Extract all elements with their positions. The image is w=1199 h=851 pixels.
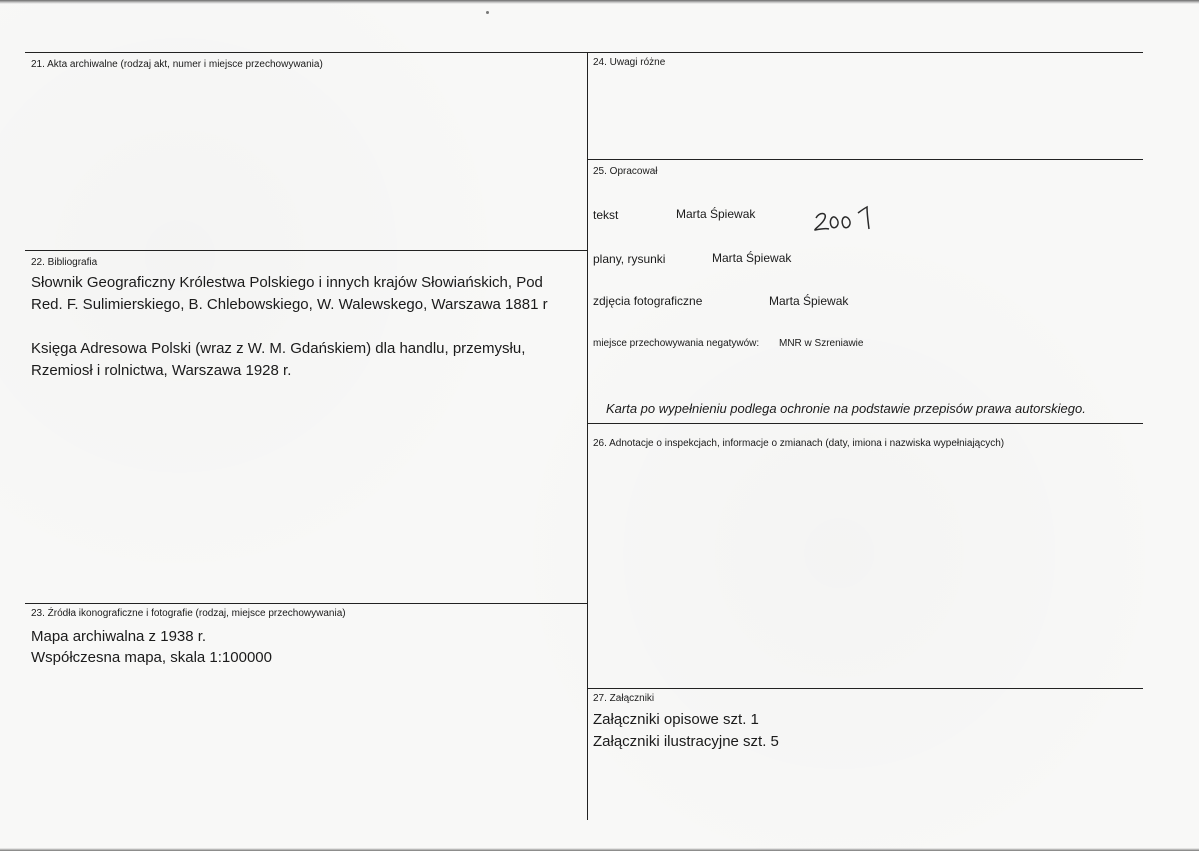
prepared-plans-value: Marta Śpiewak bbox=[712, 251, 792, 265]
attachments-line-2: Załączniki ilustracyjne szt. 5 bbox=[593, 733, 779, 750]
field-27-label: 27. Załączniki bbox=[593, 693, 655, 704]
iconographic-source-line-2: Współczesna mapa, skala 1:100000 bbox=[31, 649, 272, 666]
iconographic-source-line-1: Mapa archiwalna z 1938 r. bbox=[31, 628, 207, 645]
prepared-photos-value: Marta Śpiewak bbox=[769, 294, 849, 308]
prepared-plans-label: plany, rysunki bbox=[593, 252, 666, 266]
copyright-note: Karta po wypełnieniu podlega ochronie na podstawie przepisów prawa autorskiego. bbox=[606, 401, 1086, 416]
field-23-label: 23. Źródła ikonograficzne i fotografie (rodzaj, miejsce przechowywania) bbox=[31, 608, 346, 619]
prepared-text-label: tekst bbox=[593, 208, 619, 222]
rule-field-27 bbox=[588, 688, 1143, 689]
rule-field-23 bbox=[25, 603, 587, 604]
negatives-storage-value: MNR w Szreniawie bbox=[779, 338, 864, 349]
rule-field-25 bbox=[588, 159, 1143, 160]
bibliography-line-2: Red. F. Sulimierskiego, B. Chlebowskiego, W. Walewskego, Warszawa 1881 r bbox=[31, 296, 548, 313]
handwritten-year-signature bbox=[812, 200, 876, 234]
attachments-line-1: Załączniki opisowe szt. 1 bbox=[593, 711, 759, 728]
bibliography-line-1: Słownik Geograficzny Królestwa Polskiego i innych krajów Słowiańskich, Pod bbox=[31, 274, 543, 291]
prepared-text-value: Marta Śpiewak bbox=[676, 207, 756, 221]
negatives-storage-label: miejsce przechowywania negatywów: bbox=[593, 338, 760, 349]
field-26-label: 26. Adnotacje o inspekcjach, informacje o zmianach (daty, imiona i nazwiska wypełniających) bbox=[593, 438, 1005, 449]
field-25-label: 25. Opracował bbox=[593, 166, 658, 177]
rule-top bbox=[25, 52, 1143, 53]
field-21-label: 21. Akta archiwalne (rodzaj akt, numer i miejsce przechowywania) bbox=[31, 59, 323, 70]
rule-field-22 bbox=[25, 250, 587, 251]
scan-top-edge bbox=[0, 0, 1199, 4]
rule-field-26 bbox=[588, 423, 1143, 424]
bibliography-line-4: Rzemiosł i rolnictwa, Warszawa 1928 r. bbox=[31, 362, 292, 379]
field-24-label: 24. Uwagi różne bbox=[593, 57, 666, 68]
column-divider bbox=[587, 52, 588, 820]
bibliography-line-3: Księga Adresowa Polski (wraz z W. M. Gdańskiem) dla handlu, przemysłu, bbox=[31, 340, 526, 357]
prepared-photos-label: zdjęcia fotograficzne bbox=[593, 294, 703, 308]
field-22-label: 22. Bibliografia bbox=[31, 257, 98, 268]
scan-dot bbox=[486, 11, 489, 14]
